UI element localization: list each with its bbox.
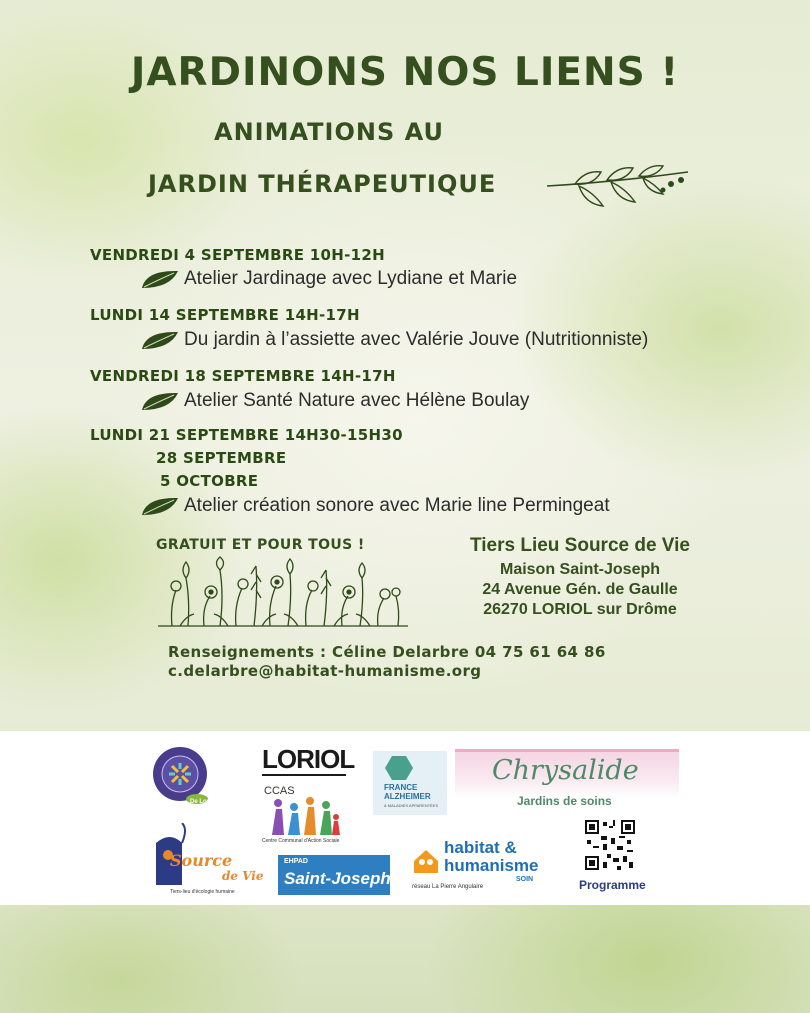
event-extra-date: 5 OCTOBRE bbox=[160, 472, 259, 490]
venue-building: Maison Saint-Joseph bbox=[499, 561, 661, 578]
hexagon-icon bbox=[385, 755, 413, 781]
communaute-logo bbox=[151, 745, 211, 807]
ehpad-name: Saint-Joseph bbox=[284, 869, 391, 888]
event-date: LUNDI 14 SEPTEMBRE 14H-17H bbox=[90, 306, 360, 324]
event-date: VENDREDI 18 SEPTEMBRE 14H-17H bbox=[90, 367, 396, 385]
communaute-badge-text: De Loriol bbox=[189, 799, 216, 805]
flowers-illustration bbox=[158, 556, 408, 628]
partners-band bbox=[0, 731, 810, 905]
qr-code-icon[interactable] bbox=[585, 820, 635, 870]
event-activity: Du jardin à l’assiette avec Valérie Jouve (Nutritionniste) bbox=[184, 329, 649, 350]
habitat-humanisme-icon bbox=[412, 847, 440, 875]
ccas-subtitle: Centre Communal d'Action Sociale bbox=[262, 838, 340, 844]
ehpad-label: EHPAD bbox=[284, 858, 308, 865]
habitat-humanisme-name-2: humanisme bbox=[444, 856, 539, 875]
habitat-subtitle: réseau La Pierre Angulaire bbox=[412, 884, 484, 890]
event-activity: Atelier Santé Nature avec Hélène Boulay bbox=[184, 390, 530, 411]
chrysalide-name: Chrysalide bbox=[492, 755, 639, 786]
chrysalide-subtitle: Jardins de soins bbox=[517, 794, 612, 808]
loriol-logo: LORIOL bbox=[262, 744, 355, 774]
event-date: VENDREDI 4 SEPTEMBRE 10H-12H bbox=[90, 246, 385, 264]
ccas-people-icon bbox=[268, 795, 342, 837]
habitat-humanisme-name: habitat & bbox=[444, 838, 517, 857]
habitat-soin-label: SOIN bbox=[516, 876, 534, 883]
contact-email[interactable]: c.delarbre@habitat-humanisme.org bbox=[168, 662, 482, 680]
event-date: LUNDI 21 SEPTEMBRE 14H30-15H30 bbox=[90, 426, 403, 444]
ccas-label: CCAS bbox=[264, 785, 295, 797]
olive-branch-icon bbox=[545, 162, 690, 210]
leaf-icon bbox=[140, 495, 180, 517]
venue-name: Tiers Lieu Source de Vie bbox=[469, 535, 690, 556]
venue-city: 26270 LORIOL sur Drôme bbox=[483, 601, 677, 618]
source-label: Source bbox=[170, 851, 233, 870]
leaf-icon bbox=[140, 390, 180, 412]
event-activity: Atelier création sonore avec Marie line Permingeat bbox=[184, 495, 610, 516]
contact-info: Renseignements : Céline Delarbre 04 75 61 64 86 bbox=[168, 643, 606, 661]
event-extra-date: 28 SEPTEMBRE bbox=[156, 449, 287, 467]
de-vie-label: de Vie bbox=[222, 869, 264, 883]
subtitle-line2: JARDIN THÉRAPEUTIQUE bbox=[148, 170, 497, 198]
france-alzheimer-name-2: ALZHEIMER bbox=[384, 792, 431, 801]
subtitle-line1: ANIMATIONS AU bbox=[214, 118, 444, 146]
programme-label: Programme bbox=[579, 878, 646, 892]
page-title: JARDINONS NOS LIENS ! bbox=[130, 50, 680, 95]
loriol-underline bbox=[262, 774, 346, 776]
france-alzheimer-logo bbox=[373, 751, 447, 815]
france-alzheimer-subtitle: & MALADIES APPARENTÉES bbox=[384, 803, 439, 808]
leaf-icon bbox=[140, 329, 180, 351]
venue-street: 24 Avenue Gén. de Gaulle bbox=[482, 581, 678, 598]
france-alzheimer-name: FRANCE bbox=[384, 783, 418, 792]
free-note: GRATUIT ET POUR TOUS ! bbox=[156, 537, 365, 553]
leaf-icon bbox=[140, 268, 180, 290]
source-subtitle: Tiers-lieu d'écologie humaine bbox=[170, 889, 235, 895]
event-activity: Atelier Jardinage avec Lydiane et Marie bbox=[184, 268, 518, 289]
